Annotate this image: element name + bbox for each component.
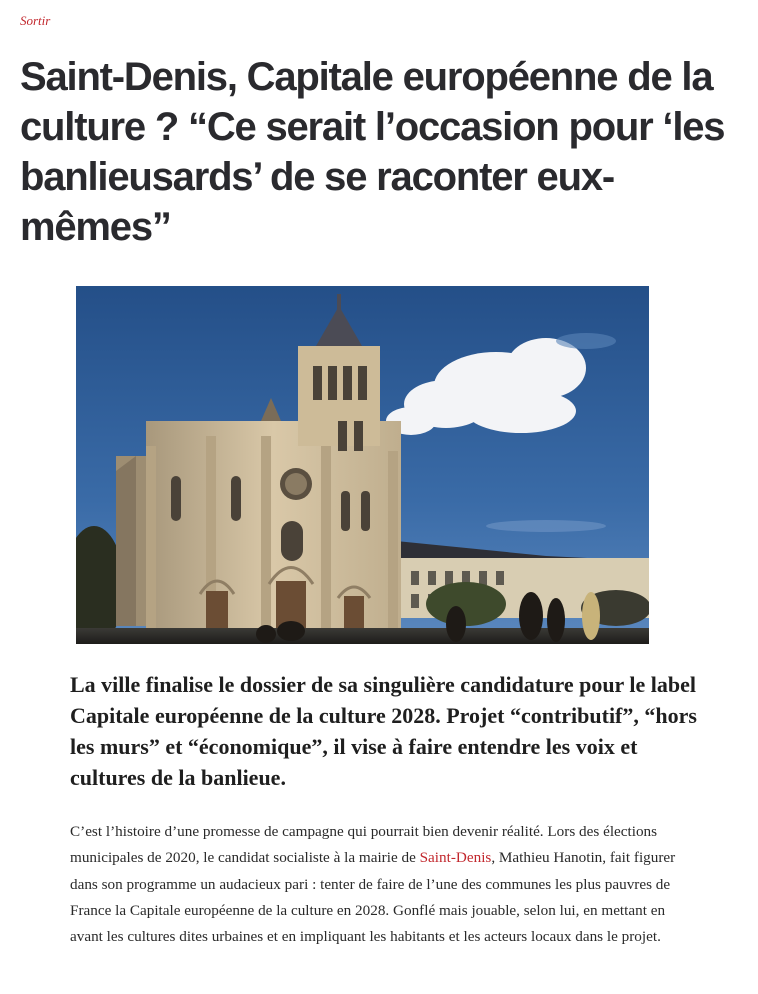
body-text-after-link: , Mathieu Hanotin, fait figurer dans son programme un audacieux pari : tenter de faire de l’une des communes les plus pauvres de France la Capitale européenne de la culture en 2028. Gonflé mais jouable, selon lui, en mettant en avant les cultures dites urbaines et en impliquant les habitants et les acteurs locaux dans le projet.	[70, 849, 676, 946]
body-text-before-link: C’est l’histoire d’une promesse de campagne qui pourrait bien devenir réalité. Lors des élections municipales de 2020, le candidat socialiste à la mairie de	[70, 823, 658, 867]
saint-denis-link[interactable]: Saint-Denis	[419, 849, 492, 867]
article-standfirst: La ville finalise le dossier de sa singulière candidature pour le label Capitale européenne de la culture 2028. Projet “contributif”, “hors les murs” et “économique”, il vise à faire entendre les voix et cultures de la banlieue.	[70, 672, 697, 790]
article-headline: Saint-Denis, Capitale européenne de la culture ? “Ce serait l’occasion pour ‘les banlieusards’ de se raconter eux-mêmes”	[20, 55, 725, 249]
article-body-paragraph	[70, 819, 695, 950]
section-link[interactable]: Sortir	[20, 13, 51, 28]
hero-photo-basilica	[76, 286, 649, 644]
